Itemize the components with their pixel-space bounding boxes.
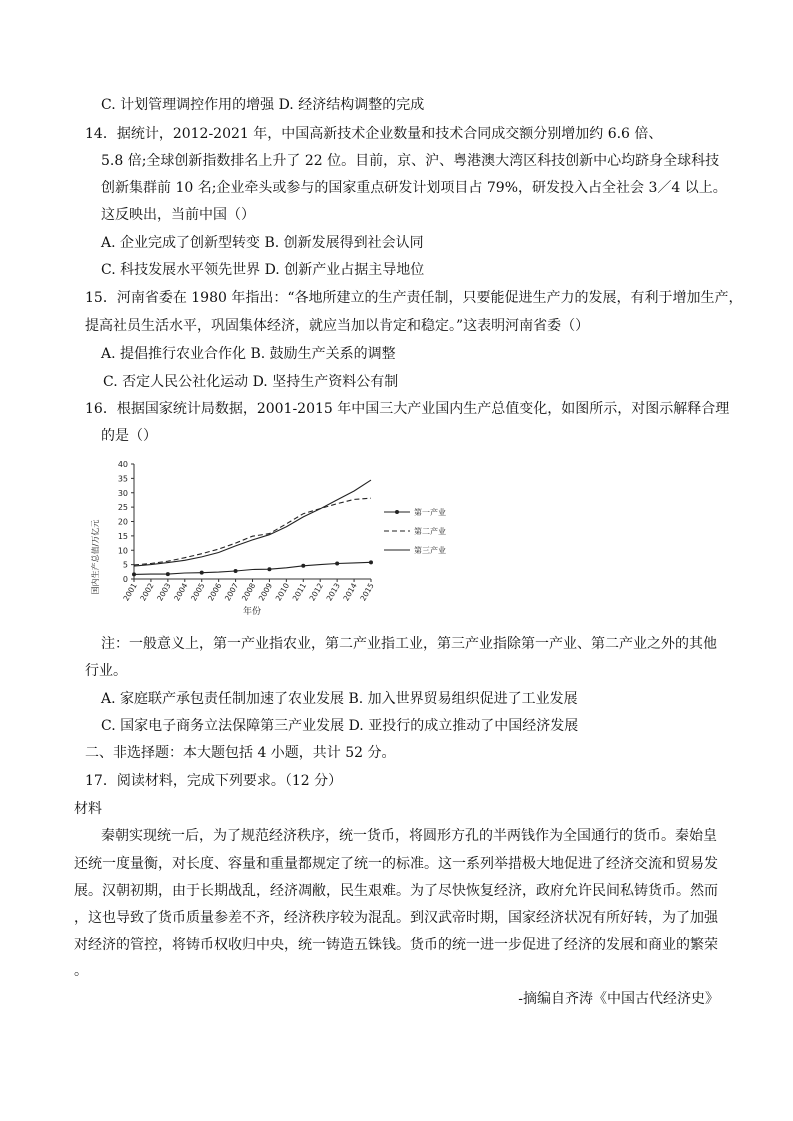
question-16-options-cd: C. 国家电子商务立法保障第三产业发展 D. 亚投行的成立推动了中国经济发展 bbox=[101, 718, 579, 734]
x-tick-label: 2013 bbox=[324, 581, 342, 603]
material-line-1: 秦朝实现统一后，为了规范经济秩序，统一货币，将圆形方孔的半两钱作为全国通行的货币。秦始皇 bbox=[101, 828, 717, 844]
x-tick-labels bbox=[121, 581, 375, 602]
x-tick-label: 2001 bbox=[121, 581, 139, 603]
question-14-options-ab: A. 企业完成了创新型转变 B. 创新发展得到社会认同 bbox=[101, 235, 424, 251]
legend-label-2: 第二产业 bbox=[414, 527, 446, 536]
chart-axes bbox=[131, 464, 371, 582]
y-tick-label: 35 bbox=[117, 474, 128, 484]
x-tick-label: 2012 bbox=[307, 581, 325, 603]
series-line-2 bbox=[134, 498, 371, 565]
gdp-line-chart bbox=[88, 452, 488, 642]
chart-legend bbox=[384, 507, 446, 555]
x-tick-label: 2015 bbox=[358, 581, 376, 603]
x-tick-label: 2009 bbox=[256, 581, 275, 603]
y-tick-label: 15 bbox=[117, 531, 128, 541]
chart-note-1: 注：一般意义上，第一产业指农业，第二产业指工业，第三产业指除第一产业、第二产业之外的其他 bbox=[101, 636, 717, 652]
x-tick-label: 2004 bbox=[172, 581, 190, 603]
chart-note-2: 行业。 bbox=[85, 663, 127, 679]
series-1-point bbox=[132, 572, 136, 576]
material-source: -摘编自齐涛《中国古代经济史》 bbox=[518, 991, 719, 1007]
question-14-stem-2: 5.8 倍;全球创新指数排名上升了 22 位。目前，京、沪、粤港澳大湾区科技创新中心均跻身全球科技 bbox=[101, 153, 720, 169]
series-lines bbox=[132, 480, 373, 576]
question-16-stem-2: 的是（） bbox=[101, 428, 157, 444]
legend-swatch-point bbox=[395, 510, 399, 514]
question-15-stem-2: 提高社员生活水平，巩固集体经济，就应当加以肯定和稳定。”这表明河南省委（） bbox=[85, 318, 590, 334]
legend-label-3: 第三产业 bbox=[414, 546, 446, 555]
question-15-options-ab: A. 提倡推行农业合作化 B. 鼓励生产关系的调整 bbox=[101, 346, 396, 362]
y-tick-label: 20 bbox=[117, 517, 128, 527]
series-1-point bbox=[234, 569, 238, 573]
material-line-6: 。 bbox=[74, 963, 88, 979]
material-line-3: 展。汉朝初期，由于长期战乱，经济凋敝，民生艰难。为了尽快恢复经济，政府允许民间私铸货币。然而 bbox=[74, 883, 718, 899]
question-15-options-cd: C. 否定人民公社化运动 D. 坚持生产资料公有制 bbox=[103, 374, 399, 390]
question-14-stem-3: 创新集群前 10 名;企业牵头或参与的国家重点研发计划项目占 79%，研发投入占全社会 3／4 以上。 bbox=[101, 180, 727, 196]
series-line-3 bbox=[134, 480, 371, 566]
y-tick-label: 25 bbox=[117, 503, 128, 513]
series-1-point bbox=[200, 571, 204, 575]
x-tick-label: 2014 bbox=[341, 581, 359, 603]
y-tick-label: 0 bbox=[122, 575, 128, 584]
legend-label-1: 第一产业 bbox=[414, 508, 446, 517]
series-1-point bbox=[301, 564, 305, 568]
series-1-point bbox=[335, 561, 339, 565]
x-tick-label: 2007 bbox=[222, 581, 241, 603]
question-16-stem-1: 16．根据国家统计局数据，2001-2015 年中国三大产业国内生产总值变化，如图所示，对图示解释合理 bbox=[85, 401, 730, 417]
question-14-stem-1: 14．据统计，2012-2021 年，中国高新技术企业数量和技术合同成交额分别增加约 6.6 倍、 bbox=[85, 126, 663, 142]
x-tick-label: 2003 bbox=[155, 581, 173, 603]
material-line-2: 还统一度量衡，对长度、容量和重量都规定了统一的标准。这一系列举措极大地促进了经济交流和贸易发 bbox=[74, 856, 718, 872]
question-14-stem-4: 这反映出，当前中国（） bbox=[101, 207, 255, 223]
y-tick-label: 40 bbox=[117, 460, 128, 469]
x-tick-label: 2010 bbox=[273, 581, 292, 603]
material-label: 材料 bbox=[74, 801, 102, 817]
question-15-stem-1: 15．河南省委在 1980 年指出：“各地所建立的生产责任制，只要能促进生产力的发展，有利于增加生产， bbox=[85, 290, 743, 306]
question-17-stem: 17．阅读材料，完成下列要求。（12 分） bbox=[85, 773, 343, 789]
x-tick-label: 2002 bbox=[138, 581, 156, 603]
x-axis-label: 年份 bbox=[242, 607, 262, 617]
y-tick-label: 30 bbox=[117, 488, 128, 498]
material-line-5: 对经济的管控，将铸币权收归中央，统一铸造五铢钱。货币的统一进一步促进了经济的发展和商业的繁荣 bbox=[74, 937, 718, 953]
y-axis-label: 国内生产总值/万亿元 bbox=[91, 519, 100, 595]
x-tick-label: 2011 bbox=[290, 581, 309, 603]
x-tick-label: 2005 bbox=[189, 581, 207, 603]
x-tick-label: 2008 bbox=[239, 581, 258, 603]
line-q13-options: C. 计划管理调控作用的增强 D. 经济结构调整的完成 bbox=[101, 97, 425, 113]
x-tick-label: 2006 bbox=[206, 581, 224, 603]
question-16-options-ab: A. 家庭联产承包责任制加速了农业发展 B. 加入世界贸易组织促进了工业发展 bbox=[101, 691, 578, 707]
material-line-4: ，这也导致了货币质量参差不齐，经济秩序较为混乱。到汉武帝时期，国家经济状况有所好转，为了加强 bbox=[74, 910, 718, 926]
section-2-heading: 二、非选择题：本大题包括 4 小题，共计 52 分。 bbox=[85, 745, 396, 761]
series-1-point bbox=[369, 560, 373, 564]
y-tick-labels bbox=[118, 460, 128, 584]
series-1-point bbox=[166, 572, 170, 576]
question-14-options-cd: C. 科技发展水平领先世界 D. 创新产业占据主导地位 bbox=[101, 262, 425, 278]
y-tick-label: 10 bbox=[117, 546, 128, 556]
series-1-point bbox=[267, 567, 271, 571]
y-tick-label: 5 bbox=[122, 560, 128, 570]
